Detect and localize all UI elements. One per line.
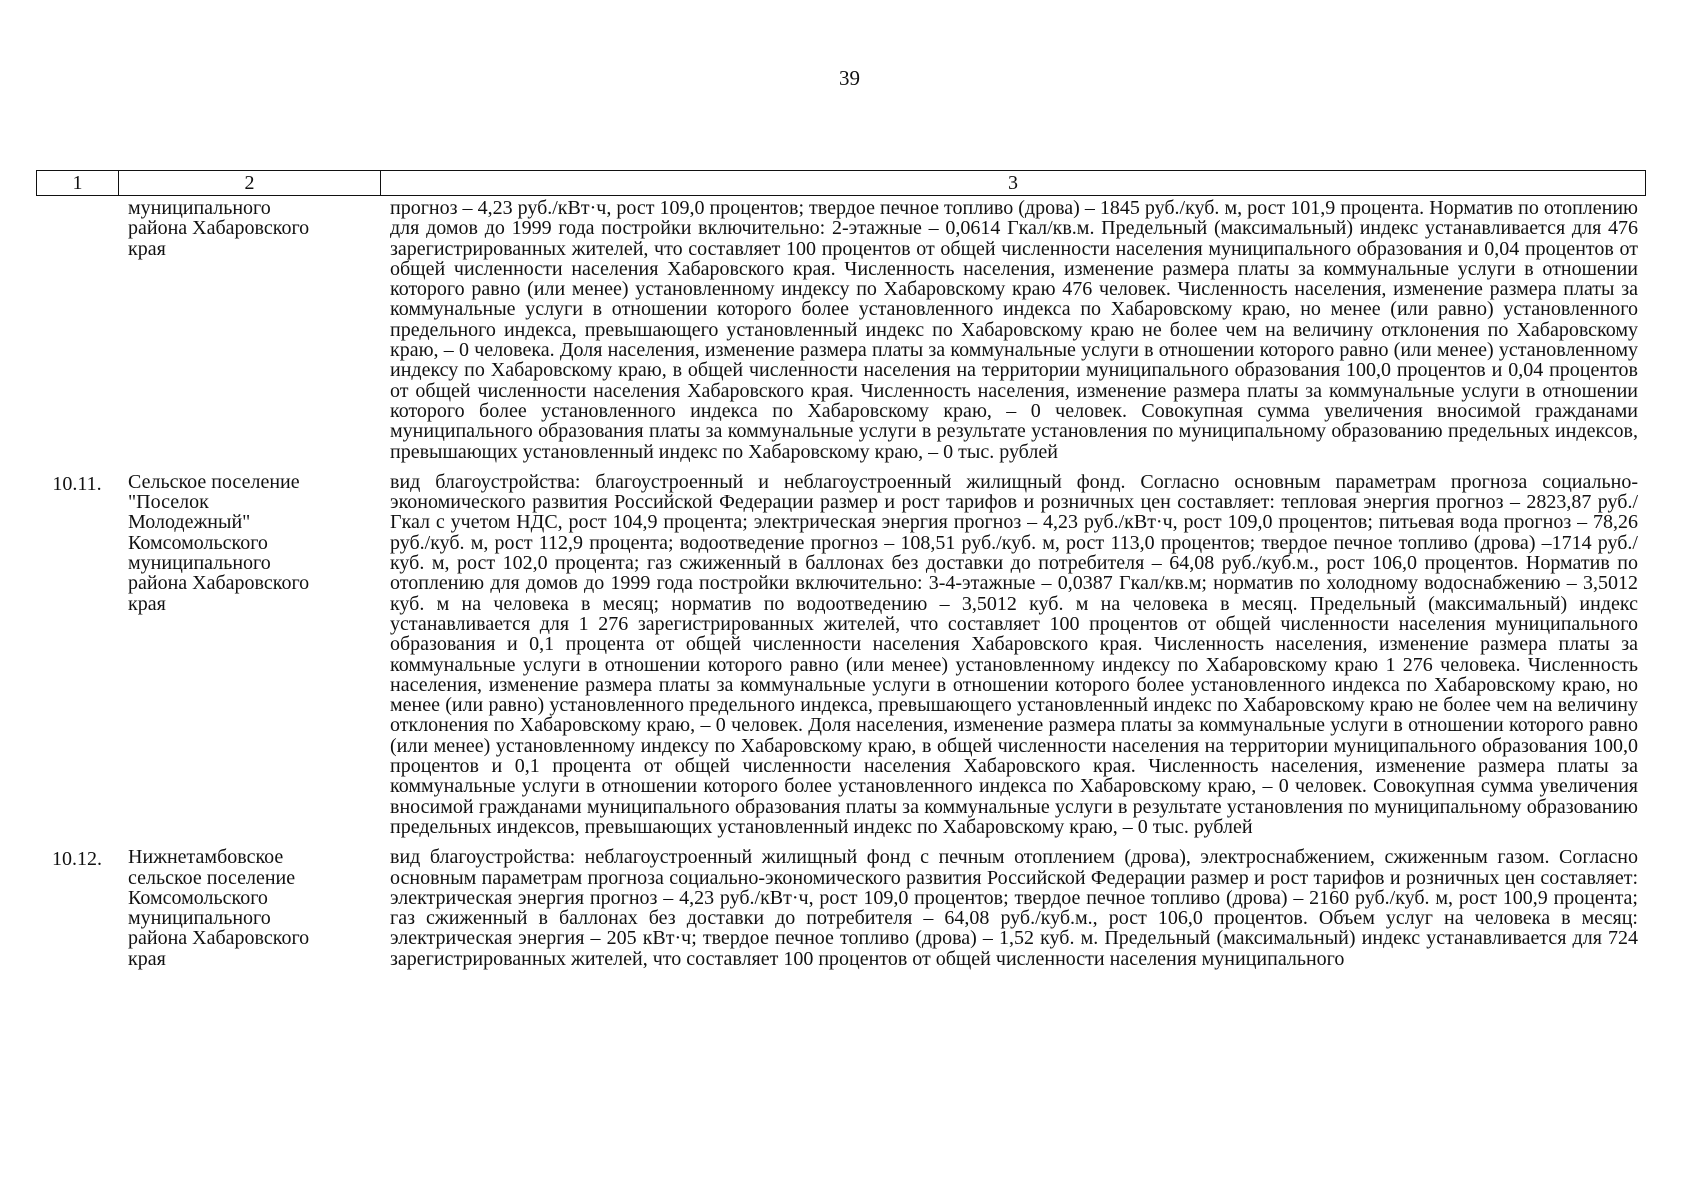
table-row <box>36 472 1646 837</box>
name-line: муниципального <box>128 552 271 575</box>
column-header-1: 1 <box>37 171 119 196</box>
column-header-2: 2 <box>119 171 381 196</box>
name-line: края <box>128 237 166 260</box>
row-number <box>36 198 118 462</box>
row-description: вид благоустройства: неблагоустроенный жилищный фонд с печным отоплением (дрова), электроснабжением, сжиженным газом. Согласно основным параметрам прогноза социально-экономического развития Российской Федерации размер и рост тарифов и розничных цен составляет: электрическая энергия прогноз – 4,23 руб./кВт·ч, рост 109,0 процентов; твердое печное топливо (дрова) – 2160 руб./куб. м, рост 100,9 процента; газ сжиженный в баллонах без доставки до потребителя – 64,08 руб./куб.м., рост 106,0 процентов. Объем услуг на человека в месяц: электрическая энергия – 205 кВт·ч; твердое печное топливо (дрова) – 1,52 куб. м. Предельный (максимальный) индекс устанавливается для 724 зарегистрированных жителей, что составляет 100 процентов от общей численности населения муниципального <box>390 846 1638 970</box>
name-line: края <box>128 947 166 970</box>
column-header-3: 3 <box>381 171 1646 196</box>
name-line: Комсомольского <box>128 531 268 554</box>
name-line: муниципального <box>128 907 271 930</box>
table-row <box>36 198 1646 462</box>
name-line: края <box>128 592 166 615</box>
name-line: сельское поселение <box>128 866 296 889</box>
row-number: 10.11. <box>52 472 102 495</box>
name-line: муниципального <box>128 197 271 219</box>
column-header-table <box>36 170 1646 196</box>
row-description: вид благоустройства: благоустроенный и неблагоустроенный жилищный фонд. Согласно основным параметрам прогноза социально-экономического развития Российской Федерации размер и рост тарифов и розничных цен составляет: тепловая энергия прогноз – 2823,87 руб./Гкал с учетом НДС, рост 104,9 процента; электрическая энергия прогноз – 4,23 руб./кВт·ч, рост 109,0 процентов; питьевая вода прогноз – 78,26 руб./куб. м, рост 112,9 процента; водоотведение прогноз – 108,51 руб./куб. м, рост 113,0 процентов; твердое печное топливо (дрова) –1714 руб./куб. м, рост 102,0 процента; газ сжиженный в баллонах без доставки до потребителя – 64,08 руб./куб.м., рост 106,0 процентов. Норматив по отоплению для домов до 1999 года постройки включительно: 3-4-этажные – 0,0387 Гкал/кв.м; норматив по холодному водоснабжению – 3,5012 куб. м на человека в месяц; норматив по водоотведению – 3,5012 куб. м на человека в месяц. Предельный (максимальный) индекс устанавливается для 1 276 зарегистрированных жителей, что составляет 100 процентов от общей численности населения муниципального образования и 0,1 процента от общей численности населения Хабаровского края. Численность населения, изменение размера платы за коммунальные услуги в отношении которого равно (или менее) установленному индексу по Хабаровскому краю 1 276 человека. Численность населения, изменение размера платы за коммунальные услуги в отношении которого более установленного индекса по Хабаровскому краю, но менее (или равно) установленного предельного индекса, превышающего установленный индекс по Хабаровскому краю не более чем на величину отклонения по Хабаровскому краю, – 0 человек. Доля населения, изменение размера платы за коммунальные услуги в отношении которого равно (или менее) установленному индексу по Хабаровскому краю, в общей численности населения на территории муниципального образования 100,0 процентов и 0,1 процента от общей численности населения Хабаровского края. Численность населения, изменение размера платы за коммунальные услуги в отношении которого более установленного индекса по Хабаровскому краю, – 0 человек. Совокупная сумма увеличения вносимой гражданами муниципального образования платы за коммунальные услуги в результате установления по муниципальному образованию предельных индексов, превышающих установленный индекс по Хабаровскому краю, – 0 тыс. рублей <box>390 470 1638 838</box>
name-line: района Хабаровского <box>128 927 310 950</box>
name-line: района Хабаровского <box>128 217 310 240</box>
name-line: Молодежный" <box>128 511 251 534</box>
table-body <box>36 198 1646 981</box>
municipality-name <box>118 198 380 462</box>
name-line: Комсомольского <box>128 886 268 909</box>
row-description: прогноз – 4,23 руб./кВт·ч, рост 109,0 процентов; твердое печное топливо (дрова) – 1845 руб./куб. м, рост 101,9 процента. Норматив по отоплению для домов до 1999 года постройки включительно: 2-этажные – 0,0614 Гкал/кв.м. Предельный (максимальный) индекс устанавливается для 476 зарегистрированных жителей, что составляет 100 процентов от общей численности населения муниципального образования и 0,04 процентов от общей численности населения Хабаровского края. Численность населения, изменение размера платы за коммунальные услуги в отношении которого равно (или менее) установленному индексу по Хабаровскому краю 476 человек. Численность населения, изменение размера платы за коммунальные услуги в отношении которого более установленного индекса по Хабаровскому краю, но менее (или равно) установленного предельного индекса, превышающего установленный индекс по Хабаровскому краю не более чем на величину отклонения по Хабаровскому краю, – 0 человека. Доля населения, изменение размера платы за коммунальные услуги в отношении которого равно (или менее) установленному индексу по Хабаровскому краю, в общей численности населения на территории муниципального образования 100,0 процентов и 0,04 процентов от общей численности населения Хабаровского края. Численность населения, изменение размера платы за коммунальные услуги в отношении которого более установленного индекса по Хабаровскому краю, – 0 человек. Совокупная сумма увеличения вносимой гражданами муниципального образования платы за коммунальные услуги в результате установления по муниципальному образованию предельных индексов, превышающих установленный индекс по Хабаровскому краю, – 0 тыс. рублей <box>390 197 1638 463</box>
name-line: "Поселок <box>128 491 209 514</box>
name-line: Нижнетамбовское <box>128 846 284 869</box>
municipality-name <box>118 472 380 837</box>
name-line: района Хабаровского <box>128 572 310 595</box>
page-number: 39 <box>839 66 860 90</box>
name-line: Сельское поселение <box>128 470 300 493</box>
municipality-name <box>118 847 380 969</box>
row-number: 10.12. <box>52 848 102 871</box>
table-row <box>36 847 1646 969</box>
column-header-row <box>37 171 1646 196</box>
